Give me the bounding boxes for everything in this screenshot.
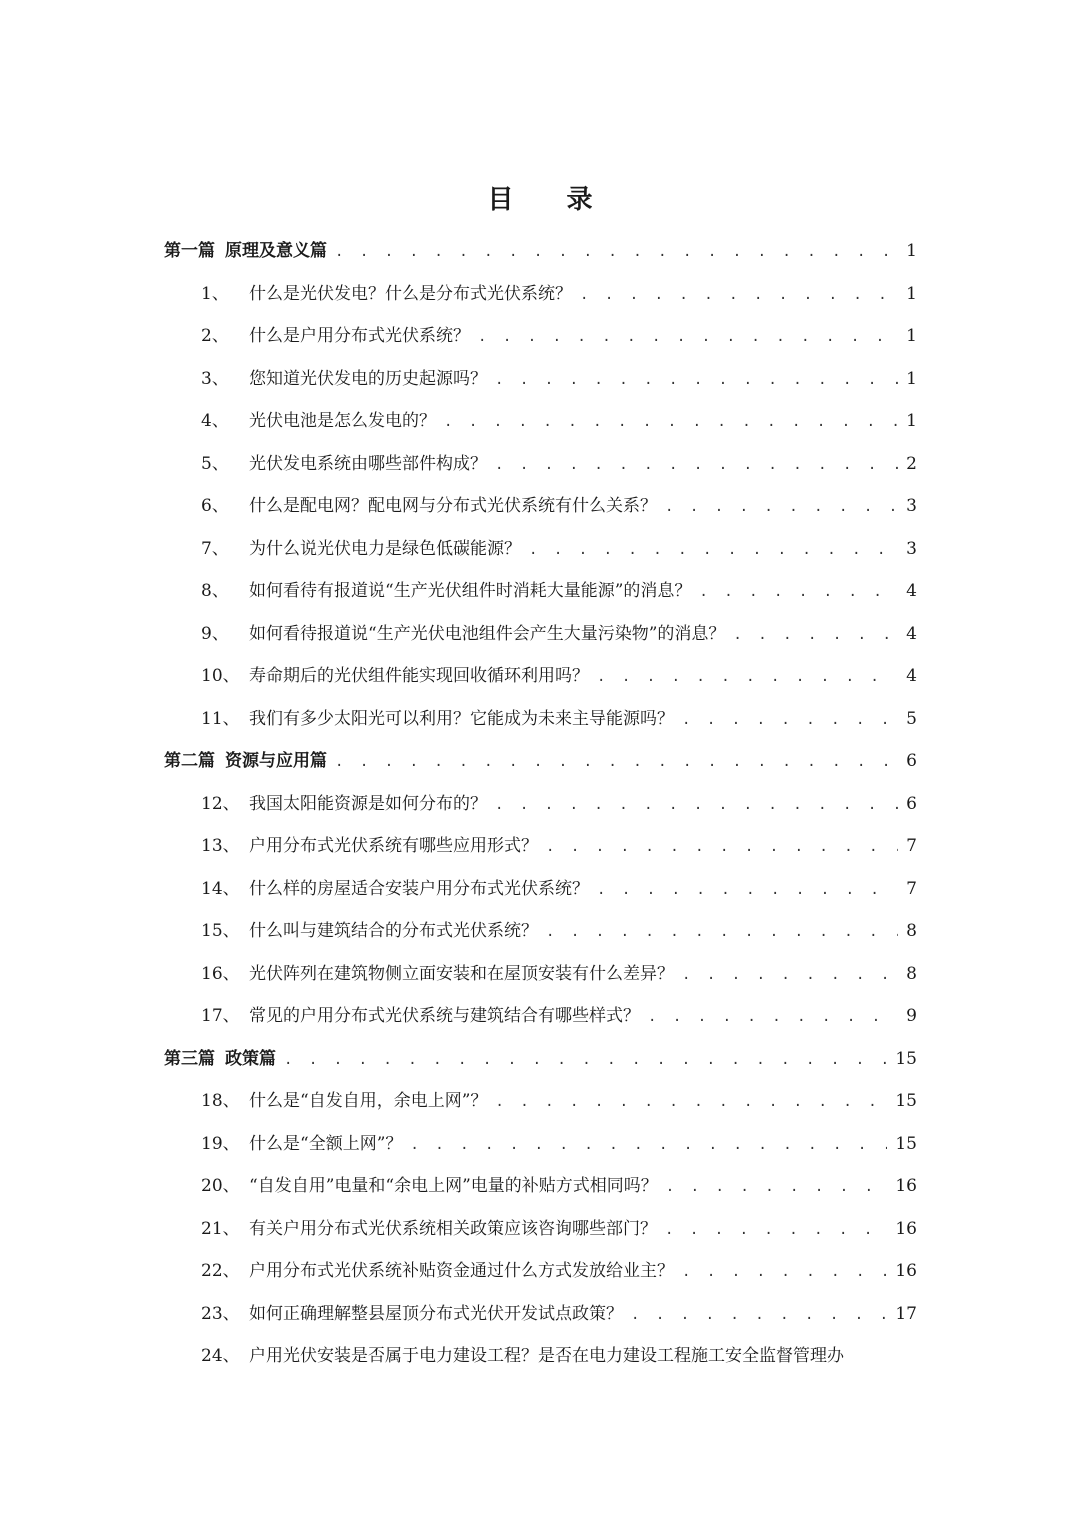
toc-entry-text: 户用分布式光伏系统有哪些应用形式？ <box>249 836 538 856</box>
dot-leader <box>597 656 898 698</box>
dot-leader <box>665 486 898 528</box>
toc-entry-text: 户用光伏安装是否属于电力建设工程？是否在电力建设工程施工安全监督管理办 <box>249 1346 844 1366</box>
toc-section-entry[interactable] <box>164 230 917 273</box>
toc-item-entry[interactable] <box>164 655 917 698</box>
toc-item-entry[interactable] <box>164 1165 917 1208</box>
toc-section-part: 第一篇 <box>164 241 215 261</box>
dot-leader <box>665 1209 887 1251</box>
dot-leader <box>410 1124 887 1166</box>
toc-item-entry[interactable] <box>164 528 917 571</box>
toc-item-number: 16、 <box>201 963 240 984</box>
toc-page-number: 16 <box>895 1218 917 1239</box>
toc-section-entry[interactable] <box>164 740 917 783</box>
toc-item-number: 3、 <box>201 368 229 389</box>
toc-item-entry[interactable] <box>164 1123 917 1166</box>
toc-entry-text: 什么叫与建筑结合的分布式光伏系统？ <box>249 921 538 941</box>
toc-page-number: 8 <box>906 921 917 941</box>
toc-page-number: 7 <box>906 836 917 856</box>
toc-item-entry[interactable] <box>164 995 917 1038</box>
toc-entry-text: 原理及意义篇 <box>225 241 327 261</box>
toc-section-part: 第二篇 <box>164 751 215 771</box>
page-title: 目 录 <box>487 185 615 215</box>
toc-item-number: 1、 <box>201 283 229 304</box>
toc-item-entry[interactable] <box>164 1080 917 1123</box>
toc-entry-text: 什么是“全额上网”？ <box>249 1133 403 1154</box>
toc-item-entry[interactable] <box>164 400 917 443</box>
toc-item-entry[interactable] <box>164 1335 917 1378</box>
toc-item-number: 5、 <box>201 453 229 474</box>
dot-leader <box>597 869 898 911</box>
toc-entry-text: 什么是配电网？配电网与分布式光伏系统有什么关系？ <box>249 496 657 516</box>
dot-leader <box>495 444 898 486</box>
toc-item-number: 4、 <box>201 411 229 431</box>
toc-entry-text: 光伏阵列在建筑物侧立面安装和在屋顶安装有什么差异？ <box>249 963 674 984</box>
toc-item-number: 15、 <box>201 921 240 941</box>
toc-entry-text: 什么是光伏发电？什么是分布式光伏系统？ <box>249 283 572 304</box>
toc-section-entry[interactable] <box>164 1038 917 1081</box>
toc-item-entry[interactable] <box>164 443 917 486</box>
toc-page-number: 2 <box>906 453 917 474</box>
toc-page-number: 15 <box>895 1133 917 1154</box>
toc-item-number: 14、 <box>201 878 240 899</box>
toc-item-entry[interactable] <box>164 825 917 868</box>
dot-leader <box>666 1166 888 1208</box>
toc-entry-text: 政策篇 <box>225 1048 276 1069</box>
toc-item-number: 10、 <box>201 666 240 686</box>
toc-entry-text: 什么样的房屋适合安装户用分布式光伏系统？ <box>249 878 589 899</box>
toc-entry-text: 如何正确理解整县屋顶分布式光伏开发试点政策？ <box>249 1303 623 1324</box>
dot-leader <box>495 784 898 826</box>
toc-page-number: 15 <box>895 1048 917 1069</box>
toc-item-number: 6、 <box>201 496 229 516</box>
toc-entry-text: 寿命期后的光伏组件能实现回收循环利用吗？ <box>249 666 589 686</box>
dot-leader <box>648 996 898 1038</box>
dot-leader <box>580 274 898 316</box>
dot-leader <box>335 231 898 273</box>
dot-leader <box>495 359 898 401</box>
toc-item-entry[interactable] <box>164 1208 917 1251</box>
toc-entry-text: 您知道光伏发电的历史起源吗？ <box>249 368 487 389</box>
toc-item-entry[interactable] <box>164 868 917 911</box>
toc-page-number: 6 <box>906 751 917 771</box>
dot-leader <box>682 1251 887 1293</box>
toc-item-number: 21、 <box>201 1218 240 1239</box>
toc-entry-text: 资源与应用篇 <box>225 751 327 771</box>
dot-leader <box>335 741 898 783</box>
dot-leader <box>284 1039 887 1081</box>
toc-page-number: 1 <box>906 368 917 389</box>
toc-page-number: 7 <box>906 878 917 899</box>
toc-entry-text: 什么是“自发自用，余电上网”？ <box>249 1091 488 1111</box>
toc-item-entry[interactable] <box>164 698 917 741</box>
dot-leader <box>682 954 898 996</box>
toc-entry-text: 我们有多少太阳光可以利用？它能成为未来主导能源吗？ <box>249 708 674 729</box>
toc-item-number: 7、 <box>201 538 229 559</box>
toc-page-number: 4 <box>906 666 917 686</box>
dot-leader <box>495 1081 887 1123</box>
toc-item-number: 23、 <box>201 1303 240 1324</box>
toc-section-part: 第三篇 <box>164 1048 215 1069</box>
toc-item-number: 24、 <box>201 1346 240 1366</box>
dot-leader <box>631 1294 887 1336</box>
toc-item-number: 20、 <box>201 1176 240 1196</box>
dot-leader <box>444 401 898 443</box>
toc-entry-text: 什么是户用分布式光伏系统？ <box>249 326 470 346</box>
toc-item-entry[interactable] <box>164 570 917 613</box>
dot-leader <box>682 699 898 741</box>
toc-page-number: 1 <box>906 241 917 261</box>
toc-item-number: 8、 <box>201 581 229 601</box>
toc-item-number: 13、 <box>201 836 240 856</box>
toc-page-number: 15 <box>895 1091 917 1111</box>
toc-page-number: 3 <box>906 496 917 516</box>
toc-item-number: 12、 <box>201 793 240 814</box>
toc-item-entry[interactable] <box>164 1250 917 1293</box>
toc-page-number: 16 <box>895 1261 917 1281</box>
toc-entry-text: 有关户用分布式光伏系统相关政策应该咨询哪些部门？ <box>249 1218 657 1239</box>
toc-page-number: 1 <box>906 411 917 431</box>
toc-item-entry[interactable] <box>164 485 917 528</box>
toc-page-number: 1 <box>906 326 917 346</box>
toc-entry-text: 为什么说光伏电力是绿色低碳能源？ <box>249 538 521 559</box>
toc-entry-text: 光伏发电系统由哪些部件构成？ <box>249 453 487 474</box>
toc-page-number: 16 <box>895 1176 917 1196</box>
dot-leader <box>529 529 898 571</box>
dot-leader <box>546 911 898 953</box>
table-of-contents <box>164 230 917 1378</box>
toc-item-number: 2、 <box>201 326 229 346</box>
toc-item-entry[interactable] <box>164 910 917 953</box>
toc-page-number: 9 <box>906 1006 917 1026</box>
toc-page-number: 4 <box>906 581 917 601</box>
toc-entry-text: 户用分布式光伏系统补贴资金通过什么方式发放给业主？ <box>249 1261 674 1281</box>
dot-leader <box>478 316 898 358</box>
toc-item-entry[interactable] <box>164 783 917 826</box>
toc-item-number: 17、 <box>201 1006 240 1026</box>
toc-page-number: 17 <box>895 1303 917 1324</box>
dot-leader <box>546 826 898 868</box>
dot-leader <box>733 614 898 656</box>
toc-entry-text: 光伏电池是怎么发电的？ <box>249 411 436 431</box>
toc-page-number: 6 <box>906 793 917 814</box>
toc-item-number: 9、 <box>201 623 229 644</box>
toc-item-entry[interactable] <box>164 358 917 401</box>
toc-item-number: 19、 <box>201 1133 240 1154</box>
toc-item-entry[interactable] <box>164 315 917 358</box>
toc-entry-text: 如何看待报道说“生产光伏电池组件会产生大量污染物”的消息？ <box>249 623 726 644</box>
dot-leader <box>699 571 898 613</box>
toc-item-entry[interactable] <box>164 953 917 996</box>
toc-entry-text: 如何看待有报道说“生产光伏组件时消耗大量能源”的消息？ <box>249 581 692 601</box>
toc-page-number: 3 <box>906 538 917 559</box>
toc-item-number: 18、 <box>201 1091 240 1111</box>
toc-page-number: 1 <box>906 283 917 304</box>
toc-item-number: 11、 <box>201 708 240 729</box>
toc-item-entry[interactable] <box>164 273 917 316</box>
toc-item-number: 22、 <box>201 1261 240 1281</box>
toc-item-entry[interactable] <box>164 1293 917 1336</box>
toc-page-number: 8 <box>906 963 917 984</box>
toc-page-number: 4 <box>906 623 917 644</box>
toc-entry-text: “自发自用”电量和“余电上网”电量的补贴方式相同吗？ <box>249 1176 658 1196</box>
toc-entry-text: 常见的户用分布式光伏系统与建筑结合有哪些样式？ <box>249 1006 640 1026</box>
toc-page-number: 5 <box>906 708 917 729</box>
toc-entry-text: 我国太阳能资源是如何分布的？ <box>249 793 487 814</box>
toc-item-entry[interactable] <box>164 613 917 656</box>
